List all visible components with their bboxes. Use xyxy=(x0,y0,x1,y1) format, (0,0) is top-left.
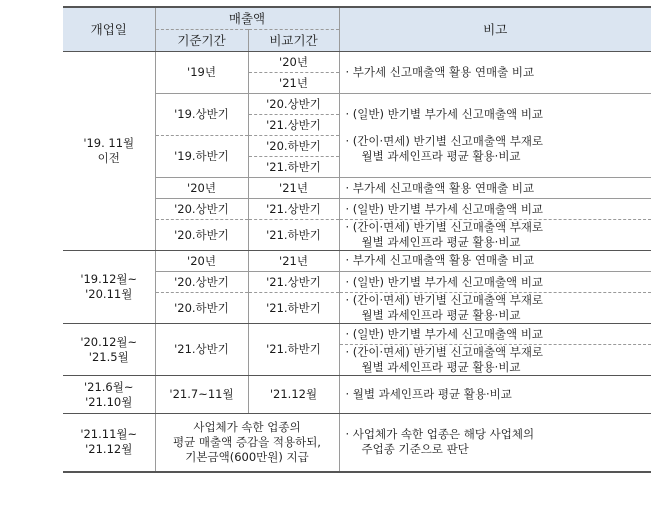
compare-period-cell: '20.상반기 xyxy=(248,94,339,115)
note-cell xyxy=(339,220,651,251)
note-line: · (일반) 반기별 부가세 신고매출액 비교 xyxy=(345,107,544,121)
base-period-cell: '21.7~11월 xyxy=(155,376,248,414)
note-line: 주업종 기준으로 판단 xyxy=(361,442,469,457)
base-period-cell: '19.상반기 xyxy=(155,94,248,136)
compare-period-cell: '21년 xyxy=(248,251,339,272)
compare-period-cell: '21.상반기 xyxy=(248,199,339,220)
note-line: · 부가세 신고매출액 활용 연매출 비교 xyxy=(345,253,535,268)
base-period-cell: '20.하반기 xyxy=(155,220,248,251)
base-period-cell: '21.상반기 xyxy=(155,324,248,376)
base-period-cell: '19.하반기 xyxy=(155,136,248,178)
header-sales: 매출액 xyxy=(155,7,339,30)
compare-period-cell: '21.12월 xyxy=(248,376,339,414)
note-cell xyxy=(339,345,651,376)
merged-line: 기본금액(600만원) 지급 xyxy=(185,449,309,464)
base-period-cell: '20년 xyxy=(155,178,248,199)
header-open-date: 개업일 xyxy=(63,7,155,52)
note-cell xyxy=(339,52,651,94)
open-date-group-4 xyxy=(63,376,155,414)
open-date-line: '21.6월~ xyxy=(83,379,134,394)
note-cell xyxy=(339,199,651,220)
note-cell xyxy=(339,414,651,472)
note-line: · (간이·면세) 반기별 신고매출액 부재로 xyxy=(345,220,544,234)
note-cell xyxy=(339,94,651,178)
compare-period-cell: '20년 xyxy=(248,52,339,73)
note-cell xyxy=(339,293,651,324)
note-cell xyxy=(339,178,651,199)
note-line: · 부가세 신고매출액 활용 연매출 비교 xyxy=(345,65,535,79)
note-line: 월별 과세인프라 평균 활용·비교 xyxy=(361,235,521,249)
compare-period-cell: '21.하반기 xyxy=(248,324,339,376)
note-line: · 월별 과세인프라 평균 활용·비교 xyxy=(345,387,512,401)
sales-comparison-table-wrapper xyxy=(63,6,651,473)
open-date-line: '20.11월 xyxy=(85,287,133,301)
note-cell xyxy=(339,251,651,272)
note-line: · (일반) 반기별 부가세 신고매출액 비교 xyxy=(345,326,544,341)
open-date-group-1 xyxy=(63,52,155,251)
compare-period-cell: '21년 xyxy=(248,73,339,94)
base-period-cell: '20.하반기 xyxy=(155,293,248,324)
open-date-line: '21.11월~ xyxy=(80,427,138,442)
merged-line: 사업체가 속한 업종의 xyxy=(193,419,301,434)
open-date-line: '21.5월 xyxy=(88,349,129,364)
note-line: · (간이·면세) 반기별 신고매출액 부재로 xyxy=(345,134,544,148)
merged-line: 평균 매출액 증감을 적용하되, xyxy=(173,434,321,449)
open-date-line: '19.12월~ xyxy=(80,272,138,286)
merged-sales-cell xyxy=(155,414,339,472)
compare-period-cell: '21.하반기 xyxy=(248,293,339,324)
open-date-group-2 xyxy=(63,251,155,324)
compare-period-cell: '21.하반기 xyxy=(248,157,339,178)
open-date-group-5 xyxy=(63,414,155,472)
header-compare-period: 비교기간 xyxy=(248,30,339,52)
compare-period-cell: '21.하반기 xyxy=(248,220,339,251)
note-line: 월별 과세인프라 평균 활용·비교 xyxy=(361,360,521,374)
note-cell xyxy=(339,272,651,293)
open-date-line: '19. 11월 xyxy=(83,136,135,150)
compare-period-cell: '21년 xyxy=(248,178,339,199)
base-period-cell: '20.상반기 xyxy=(155,272,248,293)
note-cell xyxy=(339,376,651,414)
note-line: 월별 과세인프라 평균 활용·비교 xyxy=(361,308,521,322)
header-base-period: 기준기간 xyxy=(155,30,248,52)
note-line: · (간이·면세) 반기별 신고매출액 부재로 xyxy=(345,345,544,359)
note-line: 월별 과세인프라 평균 활용·비교 xyxy=(361,149,521,163)
compare-period-cell: '21.상반기 xyxy=(248,272,339,293)
note-line: · 사업체가 속한 업종은 해당 사업체의 xyxy=(345,427,535,442)
base-period-cell: '19년 xyxy=(155,52,248,94)
base-period-cell: '20년 xyxy=(155,251,248,272)
base-period-cell: '20.상반기 xyxy=(155,199,248,220)
note-cell xyxy=(339,324,651,345)
open-date-line: '20.12월~ xyxy=(80,334,138,349)
open-date-line: '21.10월 xyxy=(85,394,133,409)
note-line: · (일반) 반기별 부가세 신고매출액 비교 xyxy=(345,274,544,289)
sales-comparison-table xyxy=(63,6,651,473)
open-date-line: '21.12월 xyxy=(85,442,133,457)
note-line: · (일반) 반기별 부가세 신고매출액 비교 xyxy=(345,201,544,216)
open-date-line: 이전 xyxy=(97,151,120,165)
note-line: · 부가세 신고매출액 활용 연매출 비교 xyxy=(345,180,535,195)
open-date-group-3 xyxy=(63,324,155,376)
compare-period-cell: '21.상반기 xyxy=(248,115,339,136)
header-note: 비고 xyxy=(339,7,651,52)
note-line: · (간이·면세) 반기별 신고매출액 부재로 xyxy=(345,293,544,307)
compare-period-cell: '20.하반기 xyxy=(248,136,339,157)
